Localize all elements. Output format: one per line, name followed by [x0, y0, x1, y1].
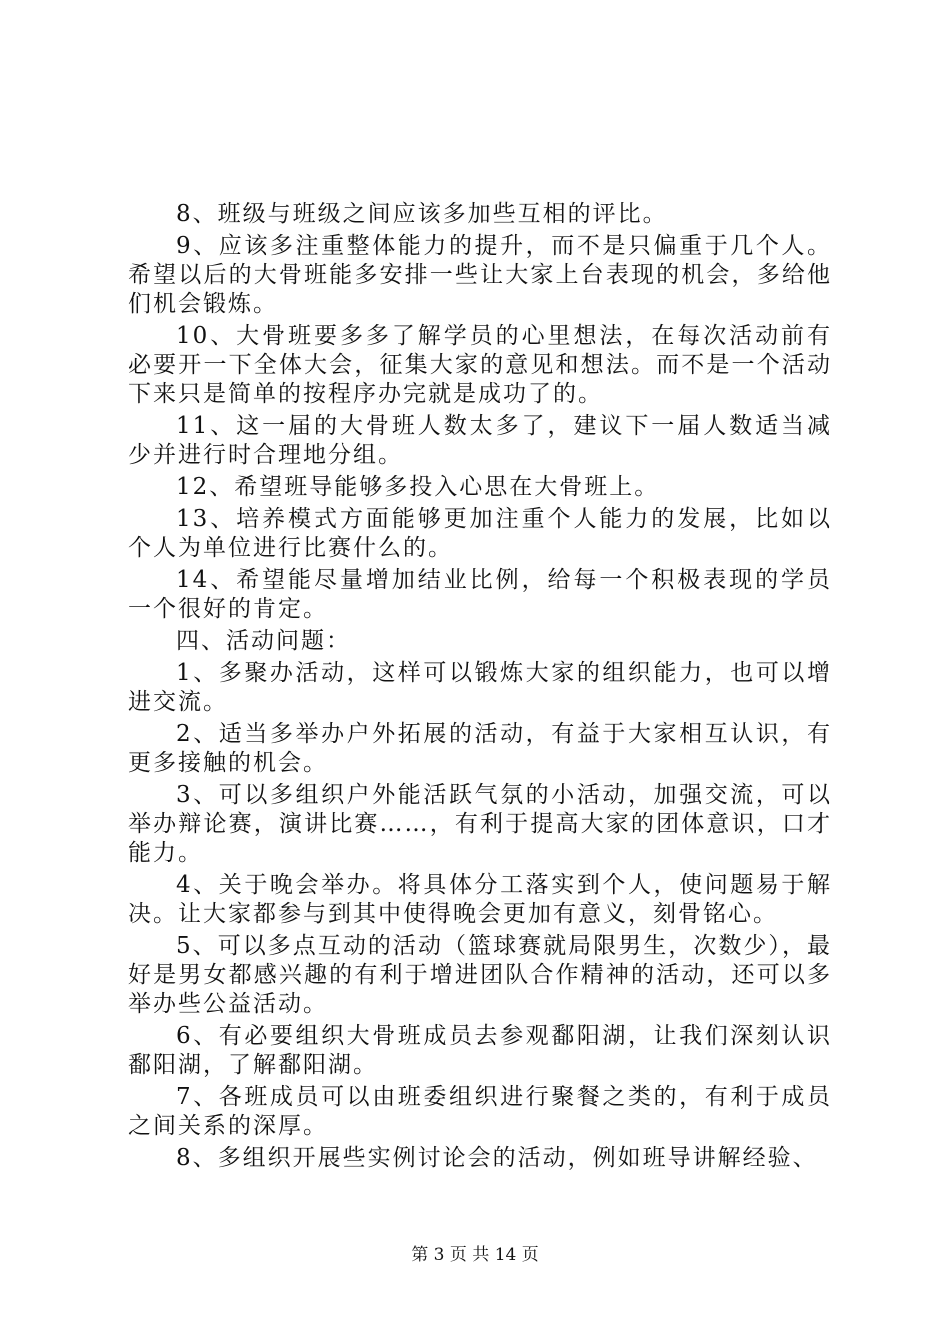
section-heading: 四、活动问题：: [176, 628, 351, 654]
paragraph-16: 8、多组织开展些实例讨论会的活动，例如班导讲解经验、: [176, 1145, 818, 1171]
page-number-footer: 第 3 页 共 14 页: [411, 1245, 539, 1265]
paragraph-7: 14、希望能尽量增加结业比例，给每一个积极表现的学员一个很好的肯定。: [128, 567, 832, 622]
paragraph-9: 1、多聚办活动，这样可以锻炼大家的组织能力，也可以增进交流。: [128, 660, 832, 715]
paragraph-6: 13、培养模式方面能够更加注重个人能力的发展，比如以个人为单位进行比赛什么的。: [128, 506, 832, 561]
paragraph-4: 11、这一届的大骨班人数太多了，建议下一届人数适当减少并进行时合理地分组。: [128, 413, 832, 468]
paragraph-10: 2、适当多举办户外拓展的活动，有益于大家相互认识，有更多接触的机会。: [128, 721, 832, 776]
paragraph-11: 3、可以多组织户外能活跃气氛的小活动，加强交流，可以举办辩论赛，演讲比赛……，有利于提高大家的团体意识，口才能力。: [128, 782, 832, 866]
paragraph-12: 4、关于晚会举办。将具体分工落实到个人，使问题易于解决。让大家都参与到其中使得晚会更加有意义，刻骨铭心。: [128, 872, 832, 927]
paragraph-3: 10、大骨班要多多了解学员的心里想法，在每次活动前有必要开一下全体大会，征集大家的意见和想法。而不是一个活动下来只是简单的按程序办完就是成功了的。: [128, 323, 832, 407]
paragraph-15: 7、各班成员可以由班委组织进行聚餐之类的，有利于成员之间关系的深厚。: [128, 1084, 832, 1139]
paragraph-2: 9、应该多注重整体能力的提升，而不是只偏重于几个人。希望以后的大骨班能多安排一些让大家上台表现的机会，多给他们机会锻炼。: [128, 233, 832, 317]
document-body: [128, 200, 832, 1176]
paragraph-13: 5、可以多点互动的活动（篮球赛就局限男生，次数少），最好是男女都感兴趣的有利于增进团队合作精神的活动，还可以多举办些公益活动。: [128, 933, 832, 1017]
paragraph-14: 6、有必要组织大骨班成员去参观鄱阳湖，让我们深刻认识鄱阳湖，了解鄱阳湖。: [128, 1023, 832, 1078]
paragraph-5: 12、希望班导能够多投入心思在大骨班上。: [176, 474, 660, 500]
paragraph-1: 8、班级与班级之间应该多加些互相的评比。: [176, 201, 668, 227]
